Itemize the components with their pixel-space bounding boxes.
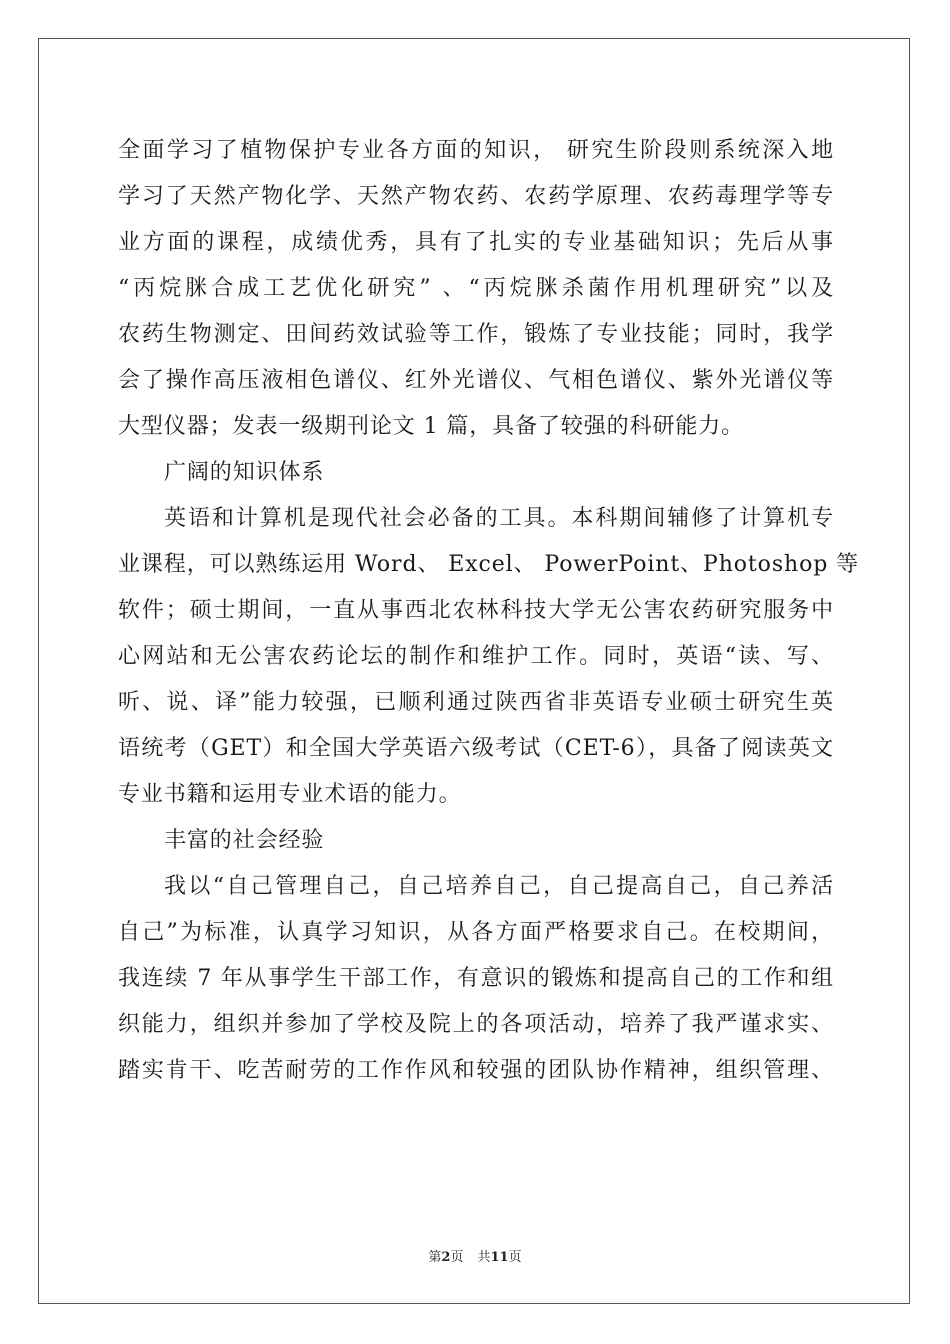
- page-suffix: 页: [450, 1250, 464, 1265]
- section-heading: 丰富的社会经验: [164, 828, 325, 853]
- text-line: 大型仪器；发表一级期刊论文 1 篇，具备了较强的科研能力。: [118, 414, 745, 439]
- text-line: 英语和计算机是现代社会必备的工具。本科期间辅修了计算机专: [164, 506, 834, 531]
- document-body: [118, 128, 859, 1094]
- page-prefix: 第: [428, 1250, 442, 1265]
- text-line: 我连续 7 年从事学生干部工作，有意识的锻炼和提高自己的工作和组: [118, 966, 834, 991]
- text-line: 农药生物测定、田间药效试验等工作，锻炼了专业技能；同时，我学: [118, 322, 834, 347]
- text-line: 全面学习了植物保护专业各方面的知识， 研究生阶段则系统深入地: [118, 138, 834, 163]
- text-line: 织能力，组织并参加了学校及院上的各项活动，培养了我严谨求实、: [118, 1012, 834, 1037]
- page-number: 2: [441, 1250, 451, 1265]
- text-line: 专业书籍和运用专业术语的能力。: [118, 782, 462, 807]
- text-line: 业方面的课程，成绩优秀，具有了扎实的专业基础知识；先后从事: [118, 230, 834, 255]
- total-suffix: 页: [508, 1250, 522, 1265]
- text-line: 听、说、译”能力较强，已顺利通过陕西省非英语专业硕士研究生英: [118, 690, 834, 715]
- total-pages: 11: [490, 1250, 509, 1265]
- text-line: 软件；硕士期间，一直从事西北农林科技大学无公害农药研究服务中: [118, 598, 834, 623]
- text-line: 我以“自己管理自己，自己培养自己，自己提高自己，自己养活: [164, 874, 834, 899]
- text-line: 踏实肯干、吃苦耐劳的工作作风和较强的团队协作精神，组织管理、: [118, 1058, 834, 1083]
- page-footer: [0, 1246, 950, 1265]
- section-heading: 广阔的知识体系: [164, 460, 325, 485]
- total-prefix: 共: [477, 1250, 491, 1265]
- text-line: 学习了天然产物化学、天然产物农药、农药学原理、农药毒理学等专: [118, 184, 834, 209]
- text-line: 会了操作高压液相色谱仪、红外光谱仪、气相色谱仪、紫外光谱仪等: [118, 368, 834, 393]
- text-line: 心网站和无公害农药论坛的制作和维护工作。同时，英语“读、写、: [118, 644, 834, 669]
- text-line: “丙烷脒合成工艺优化研究” 、“丙烷脒杀菌作用机理研究”以及: [118, 276, 834, 301]
- text-line: 业课程，可以熟练运用 Word、 Excel、 PowerPoint、Photoshop 等: [118, 552, 859, 577]
- text-line: 语统考（GET）和全国大学英语六级考试（CET-6），具备了阅读英文: [118, 736, 834, 761]
- text-line: 自己”为标准，认真学习知识，从各方面严格要求自己。在校期间，: [118, 920, 834, 945]
